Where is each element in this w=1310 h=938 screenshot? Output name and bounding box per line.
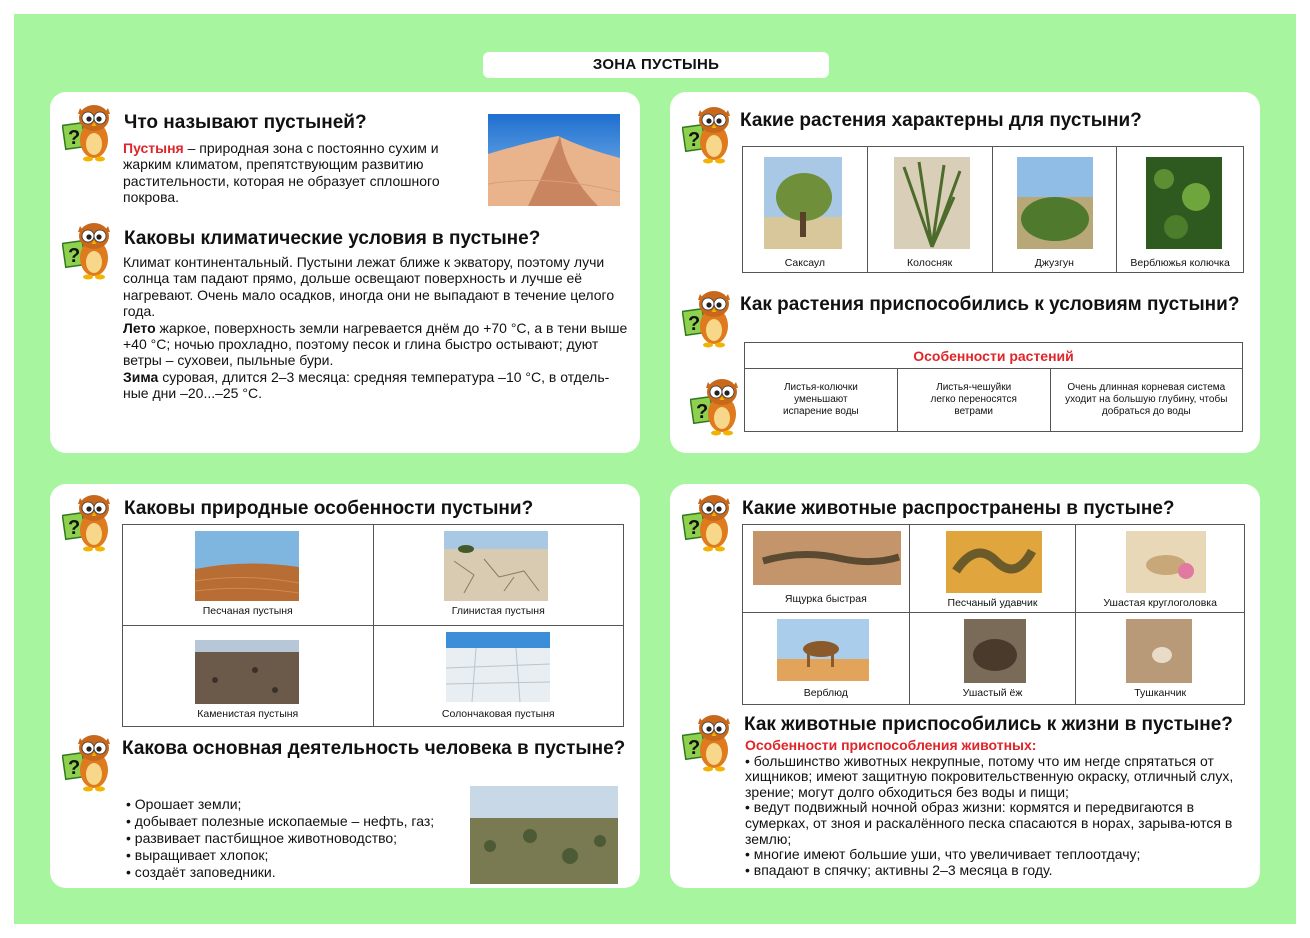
list-item: • добывает полезные ископаемые – нефть, газ; [126, 813, 435, 829]
owl-reading-icon [690, 376, 742, 438]
page-title: ЗОНА ПУСТЫНЬ [483, 52, 829, 78]
desert-pasture-photo [470, 786, 618, 884]
owl-question-icon [682, 492, 734, 554]
plant-cell [867, 147, 992, 273]
list-item: • впадают в спячку; активны 2–3 месяца в году. [745, 861, 1053, 878]
animal-caption: Песчаный удавчик [947, 597, 1038, 609]
animal-adaptation-subtitle: Особенности приспособления животных: [745, 737, 1037, 753]
summer-paragraph [123, 320, 633, 369]
animal-cell [909, 525, 1076, 613]
desert-type-cell [123, 626, 374, 727]
plant-cell [992, 147, 1117, 273]
poster [14, 14, 1296, 924]
panel-plants [670, 92, 1260, 453]
summer-label: Лето [123, 319, 156, 336]
heading-plants: Какие растения характерны для пустыни? [740, 110, 1142, 131]
sandy-desert-photo [195, 531, 299, 601]
desert-term: Пустыня [123, 140, 184, 156]
heading-animals: Какие животные распространены в пустыне? [742, 498, 1175, 519]
desert-type-cell [373, 525, 624, 626]
list-item: • выращивает хлопок; [126, 847, 269, 863]
desert-dunes-photo [488, 114, 620, 206]
animal-caption: Ушастый ёж [962, 687, 1023, 699]
heading-animal-adaptation: Как животные приспособились к жизни в пустыне? [744, 714, 1233, 735]
owl-question-icon [682, 288, 734, 350]
desert-type-caption: Песчаная пустыня [202, 605, 293, 617]
desert-type-caption: Солончаковая пустыня [441, 708, 555, 720]
owl-question-icon [682, 712, 734, 774]
feature-cell: Очень длинная корневая система уходит на большую глубину, чтобы добраться до воды [1050, 369, 1242, 432]
saxaul-photo [764, 157, 842, 249]
animal-cell [1076, 525, 1245, 613]
stony-desert-photo [195, 640, 299, 704]
plant-caption: Колосняк [907, 257, 953, 269]
features-title: Особенности растений [745, 343, 1243, 369]
desert-type-cell [123, 525, 374, 626]
summer-text: жаркое, поверхность земли нагревается днём до +70 °С, а в тени выше +40 °С; ночью прохладно, поэтому песок и глина быстро остывают; дуют ветры – суховеи, пыльные бури. [123, 319, 628, 369]
heading-climate: Каковы климатические условия в пустыне? [124, 228, 541, 249]
human-activity-list [126, 796, 466, 881]
desert-type-caption: Каменистая пустыня [197, 708, 299, 720]
animal-caption: Верблюд [803, 687, 848, 699]
clay-desert-photo [444, 531, 548, 601]
owl-question-icon [62, 102, 114, 164]
desert-type-caption: Глинистая пустыня [451, 605, 545, 617]
owl-question-icon [62, 220, 114, 282]
owl-question-icon [682, 104, 734, 166]
plants-table [742, 146, 1244, 273]
feature-cell: Листья-чешуйки легко переносятся ветрами [897, 369, 1050, 432]
animal-caption: Тушканчик [1134, 687, 1187, 699]
plant-caption: Джузгун [1034, 257, 1074, 269]
climate-text [123, 254, 633, 402]
jerboa-photo [1126, 619, 1192, 683]
plant-features-table [744, 342, 1243, 432]
feature-cell: Листья-колючки уменьшают испарение воды [745, 369, 898, 432]
hedgehog-photo [964, 619, 1026, 683]
salt-desert-photo [446, 632, 550, 702]
heading-desert-features: Каковы природные особенности пустыни? [124, 498, 534, 519]
panel-definition-climate [50, 92, 640, 453]
desert-type-cell [373, 626, 624, 727]
winter-paragraph [123, 369, 633, 402]
toad-agama-photo [1126, 531, 1206, 593]
list-item: • создаёт заповедники. [126, 864, 276, 880]
owl-question-icon [62, 732, 114, 794]
owl-question-icon [62, 492, 114, 554]
heading-plant-adaptation: Как растения приспособились к условиям пустыни? [740, 294, 1240, 315]
list-item: • развивает пастбищное животноводство; [126, 830, 398, 846]
animal-adaptation-text [745, 738, 1250, 878]
winter-label: Зима [123, 368, 159, 385]
dzhuzgun-photo [1017, 157, 1093, 249]
camel-thorn-photo [1146, 157, 1222, 249]
plant-caption: Саксаул [784, 257, 826, 269]
winter-text: суровая, длится 2–3 месяца: средняя температура –10 °С, в отдель-ные дни –20...–25 °С. [123, 368, 610, 402]
kolosnyak-photo [894, 157, 970, 249]
panel-animals [670, 484, 1260, 888]
animal-cell [743, 525, 910, 613]
desert-definition [123, 140, 473, 206]
climate-paragraph: Климат континентальный. Пустыни лежат ближе к экватору, поэтому лучи солнца там падают прямо, дольше освещают поверхность и лучше её нагревают. Очень мало осадков, иногда они не выпадают в течение целого года. [123, 254, 615, 320]
heading-what-is-desert: Что называют пустыней? [124, 112, 367, 133]
plant-cell [1117, 147, 1244, 273]
panel-desert-features [50, 484, 640, 888]
animal-cell [743, 613, 910, 705]
plant-cell [743, 147, 868, 273]
list-item: • Орошает земли; [126, 796, 242, 812]
list-item: • большинство животных некрупные, потому что им негде спрятаться от хищников; имеют защитную покровительственную окраску, отличный слух, зрение; могут долго обходиться без воды и пищи; [745, 752, 1234, 800]
camel-photo [777, 619, 869, 681]
desert-types-table [122, 524, 624, 727]
heading-human-activity: Какова основная деятельность человека в пустыне? [122, 738, 626, 759]
animal-cell [1076, 613, 1245, 705]
definition-text: – природная зона с постоянно сухим и жарким климатом, препятствующим развитию растительности, которая не образует сплошного покрова. [123, 140, 440, 206]
animals-table [742, 524, 1245, 705]
animal-caption: Ушастая круглоголовка [1103, 597, 1217, 609]
animal-cell [909, 613, 1076, 705]
sand-boa-photo [946, 531, 1042, 593]
lizard-photo [753, 531, 901, 585]
list-item: • многие имеют большие уши, что увеличивает теплоотдачу; [745, 846, 1141, 863]
plant-caption: Верблюжья колючка [1130, 257, 1230, 269]
animal-caption: Ящурка быстрая [784, 593, 867, 605]
list-item: • ведут подвижный ночной образ жизни: кормятся и передвигаются в сумерках, от зноя и раскалённого песка спасаются в норах, зарыва-ются в землю; [745, 799, 1233, 847]
